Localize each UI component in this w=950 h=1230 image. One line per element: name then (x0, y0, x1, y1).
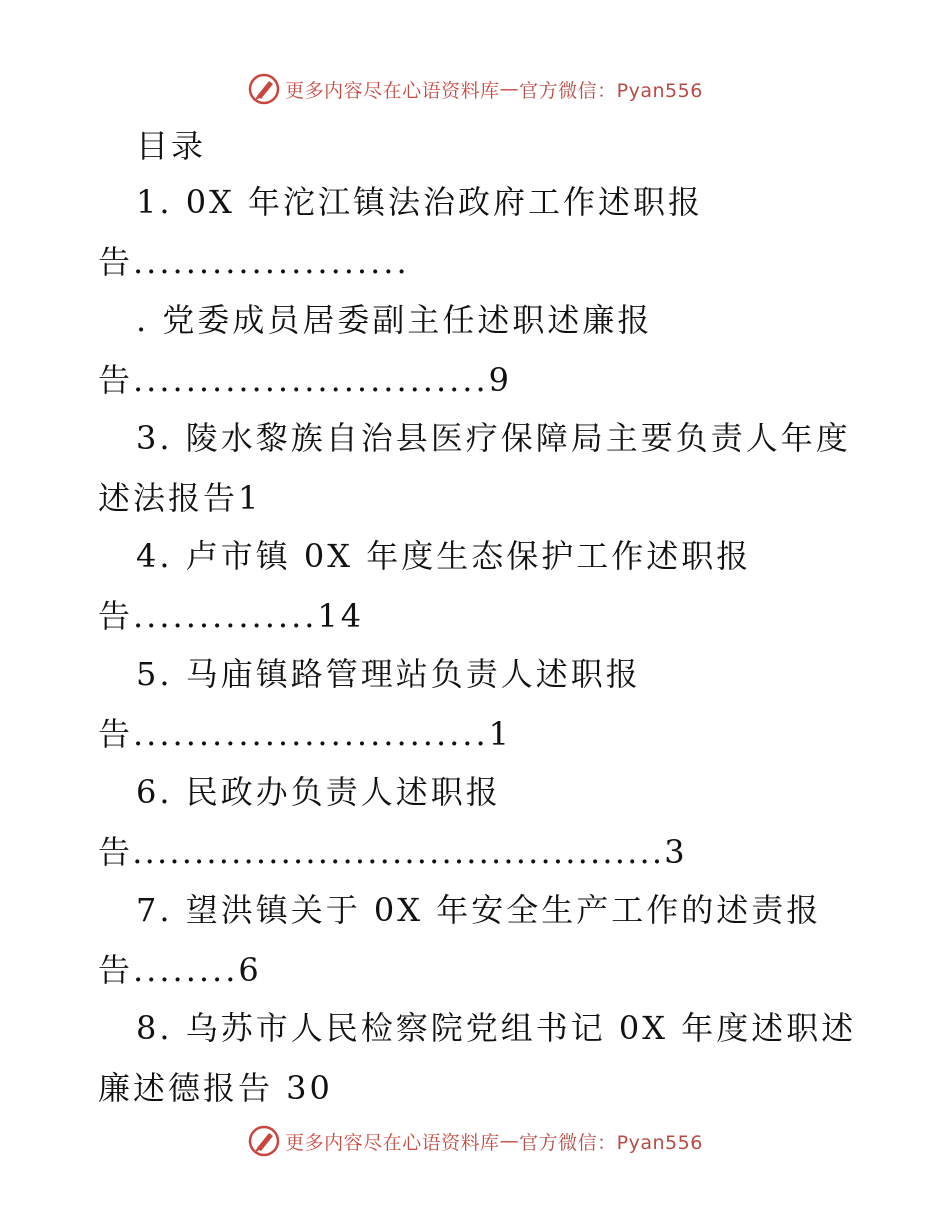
toc-entry-1-leader: 告..................... (98, 243, 410, 281)
toc-entry-1: 1. 0X 年沱江镇法治政府工作述职报 (136, 183, 704, 221)
watermark-text: 更多内容尽在心语资料库 (285, 79, 500, 102)
watermark-wechat: 官方微信：Pyan556 (519, 1131, 703, 1154)
toc-entry-3-cont: 述法报告1 (98, 479, 262, 517)
pen-nib-logo-icon (247, 72, 281, 106)
toc-entry-7-leader: 告........6 (98, 951, 262, 989)
watermark-dash: — (499, 1130, 520, 1152)
pen-nib-logo-icon (247, 1124, 281, 1158)
toc-title: 目录 (136, 127, 207, 165)
toc-entry-3: 3. 陵水黎族自治县医疗保障局主要负责人年度 (136, 419, 851, 457)
toc-entry-6: 6. 民政办负责人述职报 (136, 773, 501, 811)
toc-entry-2: . 党委成员居委副主任述职述廉报 (136, 301, 653, 339)
toc-entry-5-leader: 告...........................1 (98, 715, 513, 753)
watermark-dash: — (499, 78, 520, 100)
watermark-footer (0, 1124, 950, 1158)
watermark-wechat: 官方微信：Pyan556 (519, 79, 703, 102)
toc-entry-4-leader: 告..............14 (98, 597, 365, 635)
toc-entry-4: 4. 卢市镇 0X 年度生态保护工作述职报 (136, 537, 752, 575)
toc-entry-8: 8. 乌苏市人民检察院党组书记 0X 年度述职述 (136, 1009, 857, 1047)
watermark-text: 更多内容尽在心语资料库 (285, 1131, 500, 1154)
toc-entry-6-leader: 告...........................................3 (98, 833, 687, 871)
toc-entry-7: 7. 望洪镇关于 0X 年安全生产工作的述责报 (136, 891, 822, 929)
toc-entry-8-cont: 廉述德报告 30 (98, 1069, 333, 1107)
toc-entry-2-leader: 告...........................9 (98, 361, 513, 399)
watermark-header (0, 72, 950, 106)
toc-entry-5: 5. 马庙镇路管理站负责人述职报 (136, 655, 641, 693)
